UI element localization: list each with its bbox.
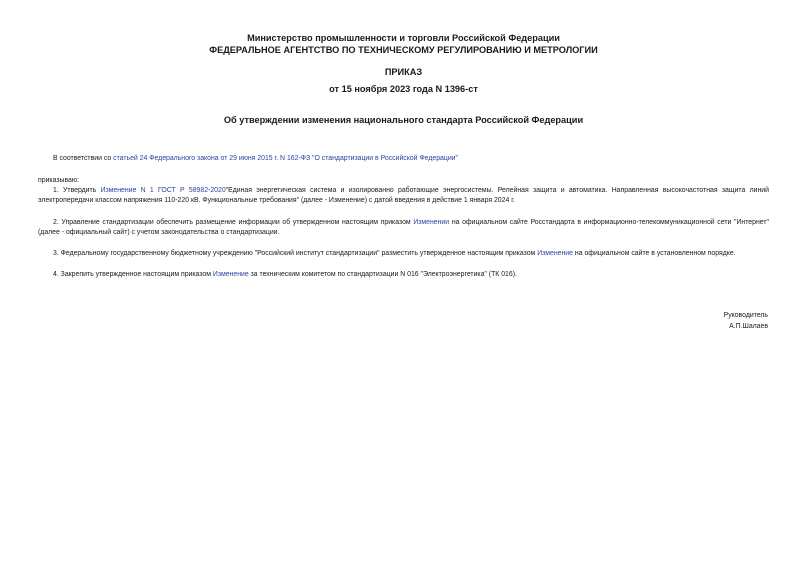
signature-block [724,311,768,332]
item-4 [38,270,769,280]
item-2 [38,218,769,238]
item-2-suffix: на официальном сайте Росстандарта в информационно-телекоммуникационной сети "Интернет" (далее - официальный сайт) с учетом законодательства о стандартизации. [38,219,769,236]
item-3-prefix: 3. Федеральному государственному бюджетному учреждению "Российский институт стандартизации" разместить утвержденное настоящим приказом [53,250,538,257]
item-3-suffix: на официальном сайте в установленном порядке. [573,250,736,257]
item-4-prefix: 4. Закрепить утвержденное настоящим приказом [53,271,213,278]
agency-name: ФЕДЕРАЛЬНОЕ АГЕНТСТВО ПО ТЕХНИЧЕСКОМУ РЕГУЛИРОВАНИЮ И МЕТРОЛОГИИ [209,45,598,55]
preamble-paragraph [38,154,769,164]
item-1-prefix: 1. Утвердить [53,187,101,194]
item-2-change-link[interactable]: Изменении [413,219,450,226]
item-3-change-link[interactable]: Изменение [537,250,573,257]
document-subject: Об утверждении изменения национального стандарта Российской Федерации [223,115,584,125]
item-3-paragraph [38,249,769,259]
item-1-suffix: "Единая энергетическая система и изолированно работающие энергосистемы. Релейная защита и автоматика. Направленная высокочастотная защита линий электропередачи классом напряжения 110-220 кВ. Функциональные требования" (далее - Изменение) с датой введения в действие 1 января 2024 г. [38,187,769,204]
item-2-prefix: 2. Управление стандартизации обеспечить размещение информации об утвержденном настоящим приказом [53,219,414,226]
document-type: ПРИКАЗ [384,67,423,77]
item-4-suffix: за техническим комитетом по стандартизации N 016 "Электроэнергетика" (ТК 016). [248,271,517,278]
document-date-number: от 15 ноября 2023 года N 1396-ст [329,84,478,94]
law-article-link[interactable]: статьей 24 Федерального закона от 29 июня 2015 г. N 162-ФЗ "О стандартизации в Российской Федерации" [113,155,458,162]
preamble [38,154,769,164]
signature-name: А.П.Шалаев [729,322,768,330]
signature-title: Руководитель [723,312,768,319]
preamble-prefix: В соответствии со [53,155,114,162]
item-4-change-link[interactable]: Изменение [212,271,249,278]
item-3 [38,249,769,259]
item-1 [38,186,769,206]
order-word-text: приказываю: [38,177,79,184]
item-1-paragraph [38,186,769,206]
item-4-paragraph [38,270,769,280]
item-2-paragraph [38,218,769,238]
gost-change-link[interactable]: Изменение N 1 ГОСТ Р 58982-2020 [100,187,226,194]
order-word [38,176,769,186]
ministry-name: Министерство промышленности и торговли Российской Федерации [247,33,560,43]
